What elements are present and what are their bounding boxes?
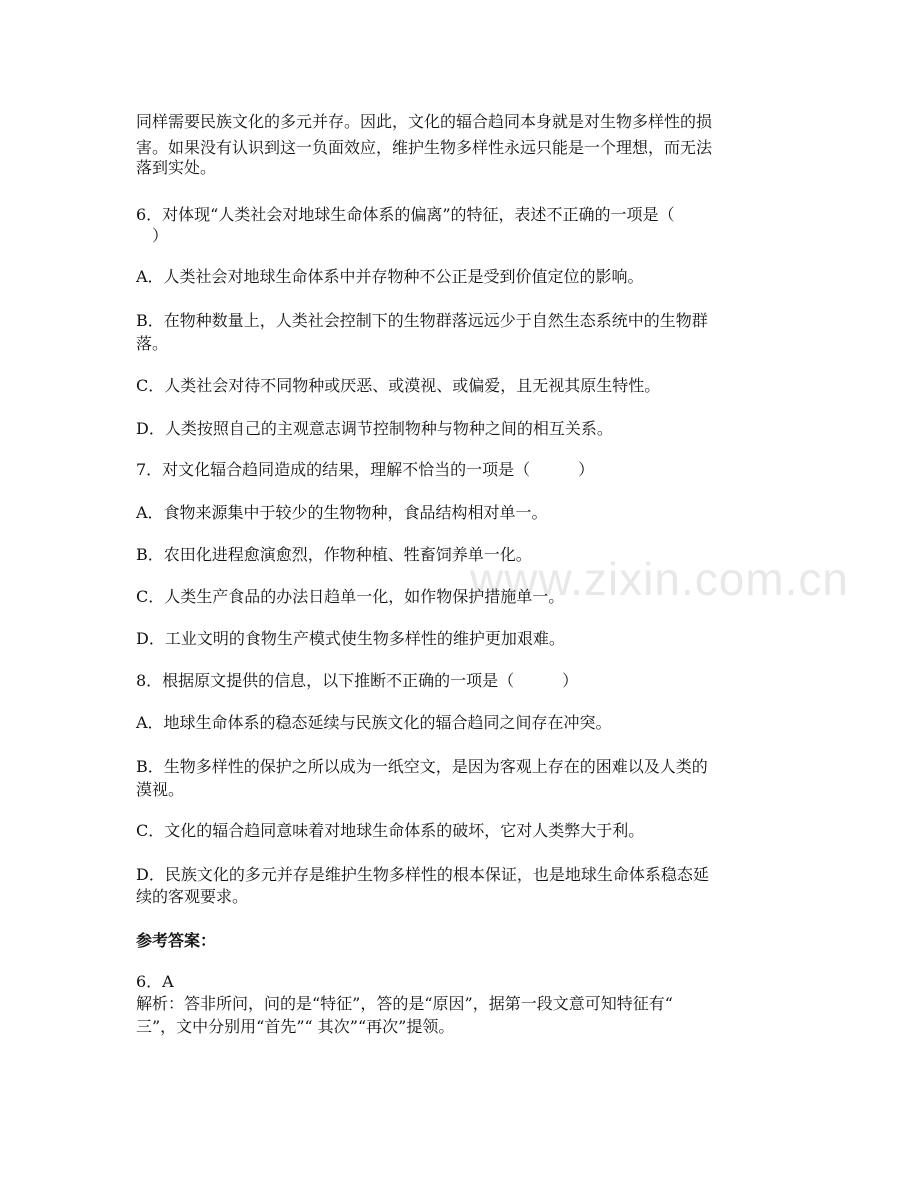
watermark: www.zixin.com.cn (470, 553, 849, 605)
q6-option-c: C．人类社会对待不同物种或厌恶、或漠视、或偏爱，且无视其原生特性。 (136, 376, 661, 395)
q7-option-d: D．工业文明的食物生产模式使生物多样性的维护更加艰难。 (136, 629, 565, 648)
q8-option-d-line-2: 续的客观要求。 (136, 887, 249, 906)
q6-stem-line-1: 6．对体现“人类社会对地球生命体系的偏离”的特征，表述不正确的一项是（ (136, 205, 675, 224)
answer-analysis-line-2: 三”，文中分别用“首先”“ 其次”“再次”提领。 (136, 1017, 455, 1036)
answers-heading: 参考答案： (136, 931, 217, 950)
q8-option-d-line-1: D．民族文化的多元并存是维护生物多样性的根本保证，也是地球生命体系稳态延 (136, 865, 709, 884)
q7-option-c: C．人类生产食品的办法日趋单一化，如作物保护措施单一。 (136, 587, 565, 606)
intro-line-3: 落到实处。 (136, 158, 217, 177)
q8-option-a: A．地球生命体系的稳态延续与民族文化的辐合趋同之间存在冲突。 (136, 713, 612, 732)
q7-option-b: B．农田化进程愈演愈烈，作物种植、牲畜饲养单一化。 (136, 545, 532, 564)
q6-option-b-line-1: B．在物种数量上，人类社会控制下的生物群落远远少于自然生态系统中的生物群 (136, 311, 708, 330)
q6-stem-line-2: ） (136, 226, 169, 245)
q8-option-b-line-2: 漠视。 (136, 780, 185, 799)
document-page (136, 0, 796, 1191)
q7-stem: 7．对文化辐合趋同造成的结果，理解不恰当的一项是（ ） (136, 460, 595, 479)
intro-line-2: 害。如果没有认识到这一负面效应，维护生物多样性永远只能是一个理想，而无法 (136, 138, 713, 157)
q8-stem: 8．根据原文提供的信息，以下推断不正确的一项是（ ） (136, 671, 579, 690)
q6-option-d: D．人类按照自己的主观意志调节控制物种与物种之间的相互关系。 (136, 419, 613, 438)
answer-analysis-line-1: 解析：答非所问，问的是“特征”，答的是“原因”，据第一段文意可知特征有“ (136, 994, 673, 1013)
q6-option-b-line-2: 落。 (136, 334, 169, 353)
intro-line-1: 同样需要民族文化的多元并存。因此，文化的辐合趋同本身就是对生物多样性的损 (136, 112, 713, 131)
q7-option-a: A．食物来源集中于较少的生物物种，食品结构相对单一。 (136, 503, 548, 522)
answer-6: 6．A (136, 972, 174, 991)
q8-option-c: C．文化的辐合趋同意味着对地球生命体系的破坏，它对人类弊大于利。 (136, 821, 645, 840)
q6-option-a: A．人类社会对地球生命体系中并存物种不公正是受到价值定位的影响。 (136, 267, 644, 286)
q8-option-b-line-1: B．生物多样性的保护之所以成为一纸空文，是因为客观上存在的困难以及人类的 (136, 757, 708, 776)
